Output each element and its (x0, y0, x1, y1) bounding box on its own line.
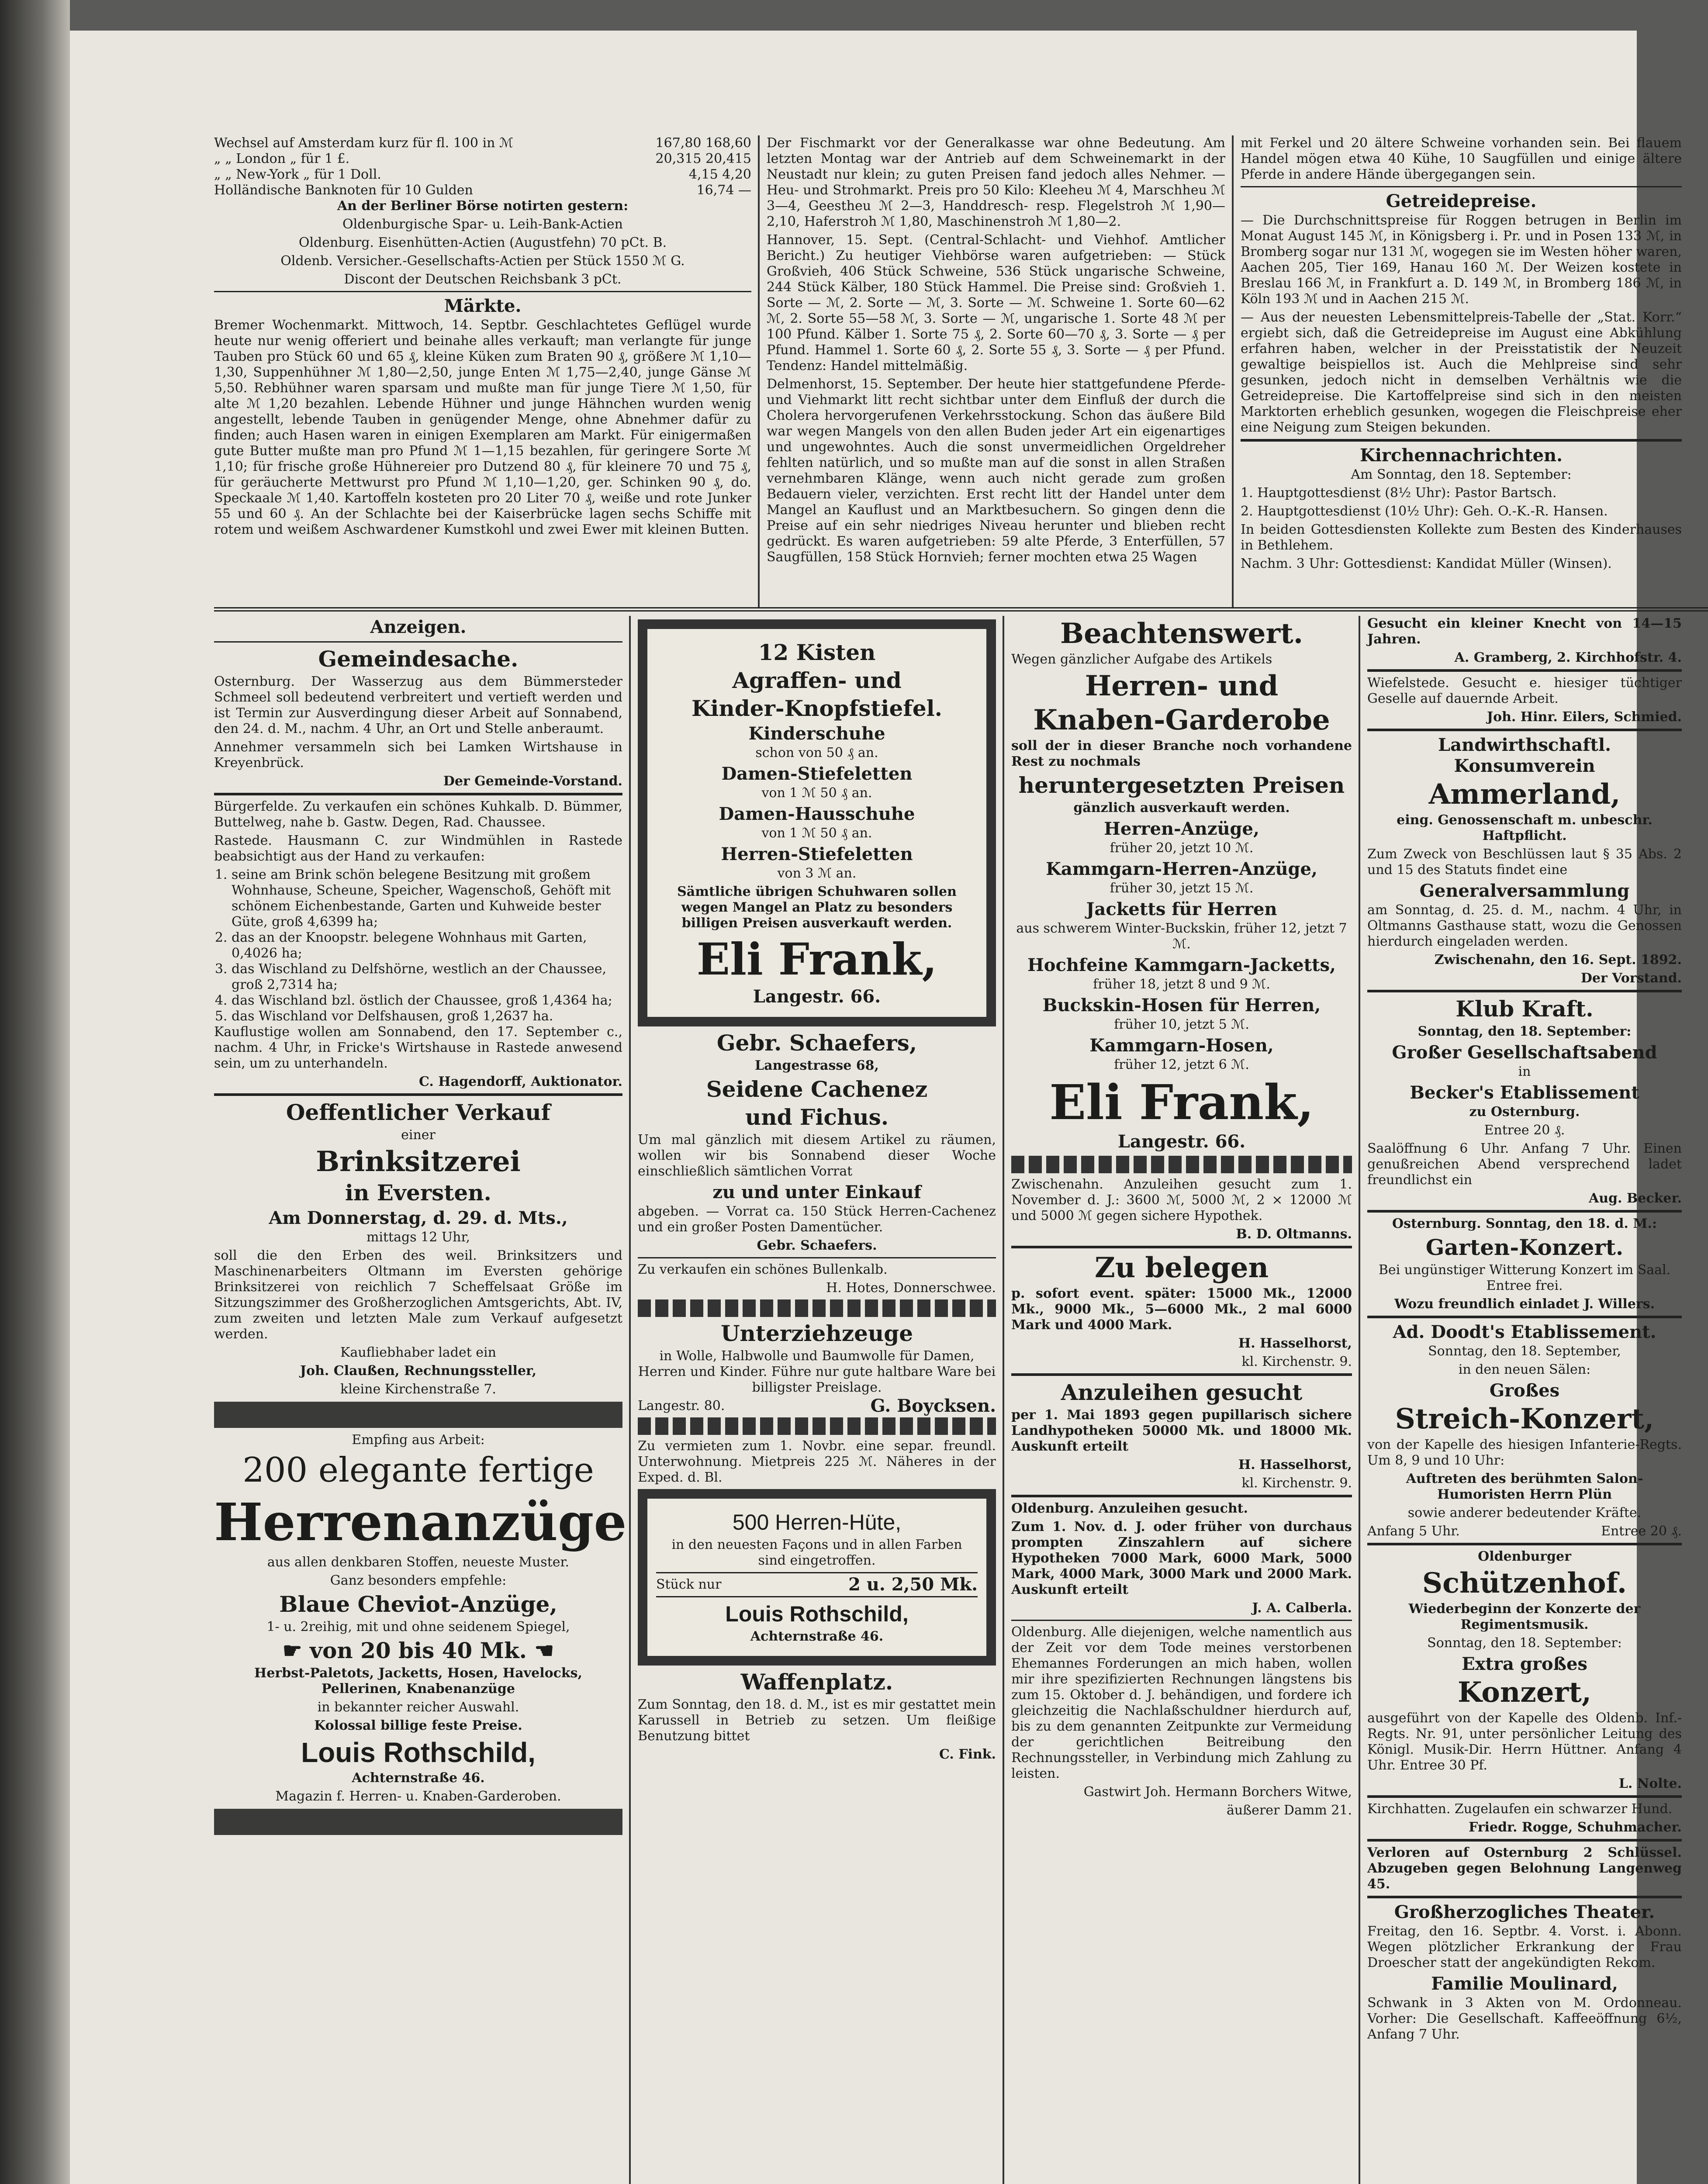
pointing-hand-icon: ☚ (527, 1638, 554, 1663)
rastede-item: 3. das Wischland zu Delfshörne, westlich an der Chaussee, groß 2,7314 ha; (232, 961, 622, 993)
fischmarkt-text: Der Fischmarkt vor der Generalkasse war ohne Bedeutung. Am letzten Montag war der Antrieb auf dem Schweinemarkt in der Neustadt nur klein; zu guten Preisen fand jedoch alles Nehmer. — Heu- und Strohmarkt. Preis pro 50 Kilo: Kleeheu ℳ 4, Marschheu ℳ 3—4, Geestheu ℳ 2—3, Handdresch- resp. Flegelstroh ℳ 1,90—2,10, Haferstroh ℳ 1,80, Maschinenstroh ℳ 1,80—2. (767, 135, 1225, 229)
schaefers-addr: Langestrasse 68, (755, 1058, 879, 1073)
fx-label: „ „ London „ für 1 £. (214, 151, 350, 166)
klub-sign: Aug. Becker. (1588, 1191, 1682, 1206)
market-column-1 (214, 135, 751, 603)
gaenzlich-text: gänzlich ausverkauft werden. (1073, 800, 1290, 816)
generalversammlung: Generalversammlung (1419, 881, 1630, 901)
klub-in: in (1518, 1064, 1531, 1079)
rogge: Friedr. Rogge, Schuhmacher. (1468, 1820, 1682, 1835)
gemeinde-text: Osternburg. Der Wasserzug aus dem Bümmersteder Schmeel soll bedeutend verbreitert und vertieft werden und ist Termin zur Ausverdingung dieser Arbeit auf Sonnabend, den 24. d. M., nachm. 4 Uhr, an Ort und Stelle anberaumt. (214, 674, 622, 736)
vermieten-ad: Zu vermieten zum 1. Novbr. eine separ. freundl. Unterwohnung. Mietpreis 225 ℳ. Näheres in der Exped. d. Bl. (638, 1438, 996, 1485)
price-item-name: Herren-Anzüge, (1104, 819, 1259, 839)
anzul-text: per 1. Mai 1893 gegen pupillarisch sichere Landhypotheken 50000 Mk. und 18000 Mk. Auskunft erteilt (1011, 1407, 1352, 1454)
theater-text: Freitag, den 16. Septbr. 4. Vorst. i. Abonn. Wegen plötzlicher Erkrankung der Frau Droescher statt der angekündigten Rekom. (1367, 1924, 1682, 1970)
kirchhatten-ad: Kirchhatten. Zugelaufen ein schwarzer Hund. (1367, 1801, 1673, 1817)
oeff-big-2: in Eversten. (345, 1180, 491, 1206)
rastede-item: 5. das Wischland vor Delfshausen, groß 1,2637 ha. (232, 1009, 622, 1024)
newspaper-page (70, 31, 1682, 2184)
kolossal: Kolossal billige feste Preise. (314, 1718, 522, 1733)
hasselhorst: H. Hasselhorst, (1238, 1336, 1352, 1351)
kirchen-sub: Am Sonntag, den 18. September: (1351, 467, 1572, 482)
waffen-text: Zum Sonntag, den 18. d. M., ist es mir gestattet mein Karussell in Betrieb zu setzen. Um fleißige Benutzung bittet (638, 1697, 996, 1744)
klub-entree: Entree 20 ₰. (1484, 1123, 1565, 1138)
klub-text: Saalöffnung 6 Uhr. Anfang 7 Uhr. Einen genußreichen Abend versprechend ladet freundlichst ein (1367, 1141, 1682, 1188)
garten-text: Bei ungünstiger Witterung Konzert im Saal. Entree frei. (1378, 1262, 1671, 1293)
buergerfelde-ad: Bürgerfelde. Zu verkaufen ein schönes Kuhkalb. D. Bümmer, Buttelweg, nahe b. Gastw. Degen, Rad. Chaussee. (214, 799, 622, 830)
maerkte-text: Bremer Wochenmarkt. Mittwoch, 14. Septbr. Geschlachtetes Geflügel wurde heute nur wenig offeriert und beinahe alles verkauft; man verlangte für junge Tauben pro Stück 60 und 65 ₰, kleine Küken zum Braten 90 ₰, größere ℳ 1,10—1,30, Suppenhühner ℳ 1,80—2,50, junge Enten ℳ 1,75—2,40, junge Gänse ℳ 5,50. Rebhühner waren sparsam und mußte man für junge Tiere ℳ 1,50, für alte ℳ 1,20 bezahlen. Lebende Hühner und junge Hähnchen wurden wenig angestellt, lebende Tauben in genügender Menge, ohne Abnehmer dafür zu finden; auch Hasen waren in einigen Exemplaren am Markt. Für einigermaßen gute Butter mußte man pro Pfund ℳ 1—1,15 bezahlen, für geringere Sorte ℳ 1,10; für frische große Hühnereier pro Dutzend 80 ₰, für kleinere 70 und 75 ₰, für geräucherte Mettwurst pro Pfund ℳ 1,10—1,20, ger. Schinken 90 ₰, do. Speckaale ℳ 1,40. Kartoffeln kosteten pro 20 Liter 70 ₰, weiße und rote Junker 55 und 60 ₰. An der Schlachte bei der Kaiserbrücke lagen sechs Schiffe mit rotem und weißem Aschwardener Kumstkohl und zwei Ewer mit kleinen Butten. (214, 318, 751, 537)
konzert-text: ausgeführt von der Kapelle des Oldenb. Inf.-Regts. Nr. 91, unter persönlicher Leitung des Königl. Musik-Dir. Herrn Hüttner. Anfang 4 Uhr. Entree 30 Pf. (1367, 1711, 1682, 1773)
kinder-knopf: Kinder-Knopfstiefel. (691, 695, 943, 721)
fichus: und Fichus. (745, 1104, 889, 1130)
oldenburg-text: Zum 1. Nov. d. J. oder früher von durchaus prompten Zinszahlern auf sichere Hypotheken 7000 Mark, 6000 Mark, 5000 Mark, 4000 Mark, 3000 Mark und 2000 Mark. Auskunft erteilt (1011, 1519, 1352, 1597)
waffen-sign: C. Fink. (939, 1747, 996, 1762)
herbst-sub: in bekannter reicher Auswahl. (317, 1700, 519, 1715)
rastede-text-2: Kauflustige wollen am Sonnabend, den 17. September c., nachm. 4 Uhr, in Fricke's Wirtshause in Rastede anwesend sein, um zu unterhandeln. (214, 1024, 622, 1071)
pointing-hand-icon: ☛ (282, 1638, 310, 1663)
general-sign: Zwischenahn, den 16. Sept. 1892. (1434, 952, 1682, 968)
louis-rothschild-2: Louis Rothschild, (725, 1602, 909, 1626)
boycksen-name: G. Boycksen. (870, 1396, 996, 1416)
auftreten: Auftreten des berühmten Salon-Humoristen Herrn Plün (1406, 1471, 1643, 1502)
markt-fortsetzung: mit Ferkel und 20 ältere Schweine vorhanden sein. Bei flauem Handel mögen etwa 40 Kühe, 10 Saugfüllen und einige ältere Pferde in andere Hände übergegangen sein. (1241, 135, 1682, 182)
fx-label: „ „ New-York „ für 1 Doll. (214, 167, 381, 182)
ads-column-1 (214, 616, 627, 2184)
bullen-sign: H. Hotes, Donnerschwee. (826, 1280, 996, 1296)
doodt-title: Ad. Doodt's Etablissement. (1393, 1322, 1656, 1342)
beachtenswert: Beachtenswert. (1060, 617, 1303, 650)
kirchen-item: Nachm. 3 Uhr: Gottesdienst: Kandidat Müller (Winsen). (1241, 556, 1612, 571)
doodt-date: Sonntag, den 18. September, (1428, 1344, 1621, 1359)
price-item-name: Buckskin-Hosen für Herren, (1042, 995, 1321, 1016)
hannover-text: Hannover, 15. Sept. (Central-Schlacht- und Viehhof. Amtlicher Bericht.) Zu heutiger Viehbörse waren aufgetrieben: — Stück Großvieh, 406 Stück Schweine, 536 Stück ungarische Schweine, 244 Stück Kälber, 180 Stück Hammel. Die Preise sind: Großvieh 1. Sorte — ℳ, 2. Sorte — ℳ, 3. Sorte — ℳ. Schweine 1. Sorte 60—62 ℳ, 2. Sorte 55—58 ℳ, 3. Sorte — ℳ, ungarische 1. Sorte 48 ℳ per 100 Pfund. Kälber 1. Sorte 75 ₰, 2. Sorte 60—70 ₰, 3. Sorte — ₰ per Pfund. Hammel 1. Sorte 60 ₰, 2. Sorte 55 ₰, 3. Sorte — ₰ per Pfund. Tendenz: Handel mittelmäßig. (767, 232, 1225, 373)
rastede-ad: Rastede. Hausmann C. zur Windmühlen in Rastede beabsichtigt aus der Hand zu verkaufen: (214, 833, 622, 864)
streich-konzert: Streich-Konzert, (1395, 1403, 1654, 1435)
fx-row (214, 183, 751, 198)
oeff-time: mittags 12 Uhr, (366, 1230, 470, 1245)
louis-addr-2: Achternstraße 46. (750, 1629, 884, 1644)
doodt-in: in den neuen Sälen: (1458, 1362, 1591, 1377)
oeff-sign-2: kleine Kirchenstraße 7. (340, 1382, 496, 1397)
fx-label: Holländische Banknoten für 10 Gulden (214, 183, 473, 198)
boycksen-addr: Langestr. 80. (638, 1398, 725, 1413)
hasselhorst-2: H. Hasselhorst, (1238, 1457, 1352, 1472)
fx-row (214, 151, 751, 167)
cheviot-sub: 1- u. 2reihig, mit und ohne seidenem Spiegel, (266, 1619, 570, 1635)
ads-column-3 (1011, 616, 1352, 2184)
ads-column-4 (1367, 616, 1682, 2184)
berlin-line: Oldenburgische Spar- u. Leih-Bank-Actien (342, 217, 623, 232)
berlin-heading: An der Berliner Börse notirten gestern: (337, 198, 629, 214)
garten-sign: Wozu freundlich einladet J. Willers. (1394, 1296, 1655, 1312)
kinderschuhe: Kinderschuhe (748, 723, 885, 744)
heruntergesetzt: heruntergesetzten Preisen (1018, 772, 1345, 798)
nolte: L. Nolte. (1618, 1776, 1682, 1791)
borchers-sign: Gastwirt Joh. Hermann Borchers Witwe, (1083, 1784, 1352, 1800)
maerkte-title: Märkte. (444, 296, 522, 316)
familie: Familie Moulinard, (1431, 1973, 1618, 1994)
doodt-entree: Entree 20 ₰. (1601, 1524, 1682, 1539)
grosses: Großes (1489, 1380, 1560, 1401)
hasselhorst-addr-2: kl. Kirchenstr. 9. (1241, 1476, 1352, 1491)
theater-text-2: Schwank in 3 Akten von M. Ordonneau. Vorher: Die Gesellschaft. Kaffeeöffnung 6½, Anfang 7 Uhr. (1367, 1995, 1682, 2042)
oeff-sub: einer (401, 1127, 436, 1143)
eli-frank-addr: Langestr. 66. (753, 986, 881, 1007)
auftreten-text: sowie anderer bedeutender Kräfte. (1407, 1505, 1642, 1521)
oeff-big: Brinksitzerei (316, 1145, 521, 1178)
ornament-border (638, 1417, 996, 1435)
rastede-item: 4. das Wischland bzl. östlich der Chaussee, groß 1,4364 ha; (232, 993, 622, 1009)
big-200: 200 elegante fertige (242, 1451, 594, 1490)
knecht-sign: A. Gramberg, 2. Kirchhofstr. 4. (1454, 650, 1682, 665)
zwischenahn-ad: Zwischenahn. Anzuleihen gesucht zum 1. November d. J.: 3600 ℳ, 5000 ℳ, 2 × 12000 ℳ und 5000 ℳ gegen sichere Hypothek. (1011, 1177, 1352, 1223)
oeff-text: soll die den Erben des weil. Brinksitzers und Maschinenarbeiters Oltmann im Eversten gehörige Brinksitzerei von reichlich 7 Scheffelsaat Größe im Sitzungszimmer des Großherzoglichen Amtsgerichts, Abt. IV, zum zweiten und letzten Male zum Verkauf aufgesetzt werden. (214, 1248, 622, 1342)
fx-values: 4,15 4,20 (688, 167, 751, 182)
price-item-name: Kammgarn-Hosen, (1089, 1035, 1274, 1056)
schaefers-text-2: abgeben. — Vorrat ca. 150 Stück Herren-Cachenez und ein großer Posten Damentücher. (638, 1204, 996, 1235)
book-spine (0, 0, 70, 2184)
damen-hausschuhe: Damen-Hausschuhe (719, 804, 915, 824)
oeff-title: Oeffentlicher Verkauf (286, 1099, 551, 1125)
oldenburg-anzul: Oldenburg. Anzuleihen gesucht. (1011, 1501, 1248, 1516)
herren-stiefeletten: Herren-Stiefeletten (721, 844, 913, 864)
damen-stiefeletten: Damen-Stiefeletten (721, 764, 913, 784)
saemtliche-text: Sämtliche übrigen Schuhwaren sollen wegen Mangel an Platz zu besonders billigen Preisen ausverkauft werden. (677, 884, 957, 931)
kirchen-item: 2. Hauptgottesdienst (10½ Uhr): Geh. O.-K.-R. Hansen. (1241, 504, 1608, 519)
herren-huete: 500 Herren-Hüte, (732, 1510, 902, 1534)
unter-einkauf: zu und unter Einkauf (712, 1182, 921, 1203)
kirchen-item: In beiden Gottesdiensten Kollekte zum Besten des Kinderhauses in Bethlehem. (1241, 522, 1682, 553)
ammerland: Ammerland, (1428, 778, 1621, 811)
price-range-text: von 20 bis 40 Mk. (309, 1638, 527, 1663)
agraffen: Agraffen- und (732, 667, 902, 693)
rastede-item: 1. seine am Brink schön belegene Besitzung mit großem Wohnhause, Scheune, Speicher, Wagenschoß, Gehöft mit schönem Eichenbestande, Garten und Kuhweide bester Güte, groß 4,6399 ha; (232, 867, 622, 930)
klub-kraft: Klub Kraft. (1456, 996, 1594, 1022)
eing-genossen: eing. Genossenschaft m. unbeschr. Haftpflicht. (1397, 812, 1653, 843)
divider-bar (214, 1402, 622, 1428)
price-item-name: Hochfeine Kammgarn-Jacketts, (1027, 955, 1336, 975)
louis-addr: Achternstraße 46. (352, 1770, 485, 1786)
herbst: Herbst-Paletots, Jacketts, Hosen, Havelocks, Pellerinen, Knabenanzüge (254, 1666, 582, 1697)
eli-frank-addr-2: Langestr. 66. (1117, 1131, 1246, 1152)
rastede-list (214, 867, 622, 1024)
getreide-title: Getreidepreise. (1386, 191, 1537, 211)
gemeinde-title: Gemeindesache. (318, 646, 519, 672)
unterziehzeuge: Unterziehzeuge (720, 1320, 913, 1346)
theater-title: Großherzogliches Theater. (1394, 1902, 1655, 1922)
huete-price-row (656, 1574, 978, 1595)
doodt-times (1367, 1524, 1682, 1539)
schaefers-title: Gebr. Schaefers, (716, 1030, 917, 1056)
gemeinde-text-2: Annehmer versammeln sich bei Lamken Wirtshause in Kreyenbrück. (214, 740, 622, 771)
fx-values: 167,80 168,60 (655, 135, 751, 151)
landw-title: Landwirthschaftl. Konsumverein (1438, 735, 1611, 776)
wiefel-sign: Joh. Hinr. Eilers, Schmied. (1487, 709, 1682, 725)
bullen-ad: Zu verkaufen ein schönes Bullenkalb. (638, 1262, 888, 1277)
belegen-text: p. sofort event. später: 15000 Mk., 12000 Mk., 9000 Mk., 5—6000 Mk., 2 mal 6000 Mark und 4000 Mark. (1011, 1286, 1352, 1333)
getreide-text: — Die Durchschnittspreise für Roggen betrugen in Berlin im Monat August 145 ℳ, in Königsberg i. Pr. und in Posen 133 ℳ, in Bromberg sogar nur 131 ℳ, wogegen sie im Westen höher waren, Aachen 205, Tier 169, Hanau 160 ℳ. Der Weizen kostete in Breslau 166 ℳ, in Frankfurt a. D. 149 ℳ, in Bromberg 186 ℳ, in Köln 193 ℳ und in Aachen 215 ℳ. (1241, 213, 1682, 307)
oeff-date: Am Donnerstag, d. 29. d. Mts., (269, 1208, 568, 1228)
seidene: Seidene Cachenez (706, 1076, 928, 1102)
gemeinde-sign: Der Gemeinde-Vorstand. (443, 774, 622, 789)
borchers-addr: äußerer Damm 21. (1226, 1803, 1352, 1818)
kisten: 12 Kisten (758, 639, 876, 665)
louis-rothschild: Louis Rothschild, (301, 1737, 536, 1768)
verloren-ad: Verloren auf Osternburg 2 Schlüssel. Abzugeben gegen Belohnung Langenweg 45. (1367, 1845, 1682, 1892)
knecht-ad: Gesucht ein kleiner Knecht von 14—15 Jahren. (1367, 616, 1682, 647)
doodt-anfang: Anfang 5 Uhr. (1367, 1524, 1460, 1539)
damen-hausschuhe-price: von 1 ℳ 50 ₰ an. (761, 826, 872, 841)
fx-row (214, 167, 751, 183)
kirchen-list (1241, 485, 1682, 572)
huete-price: 2 u. 2,50 Mk. (848, 1574, 978, 1595)
wiefelstede-ad: Wiefelstede. Gesucht e. hiesiger tüchtiger Geselle auf dauernde Arbeit. (1367, 675, 1682, 706)
boycksen-row (638, 1398, 996, 1414)
kinderschuhe-price: schon von 50 ₰ an. (755, 745, 878, 760)
ads-column-2 (638, 616, 996, 2184)
cheviot: Blaue Cheviot-Anzüge, (279, 1591, 557, 1617)
hasselhorst-addr: kl. Kirchenstr. 9. (1241, 1354, 1352, 1369)
price-item-name: Kammgarn-Herren-Anzüge, (1046, 859, 1317, 879)
fx-row (214, 135, 751, 151)
anzuleihen: Anzuleihen gesucht (1061, 1379, 1303, 1405)
oldenburger: Oldenburger (1478, 1549, 1571, 1564)
garten-konzert: Garten-Konzert. (1425, 1234, 1624, 1260)
hats-ad-box (638, 1489, 996, 1666)
price-item-price: früher 12, jetzt 6 ℳ. (1114, 1057, 1249, 1072)
price-list (1011, 819, 1352, 1073)
klub-date: Sonntag, den 18. September: (1418, 1024, 1632, 1039)
ornament-border (638, 1299, 996, 1317)
divider-bar (214, 1809, 622, 1835)
shoe-ad-box (638, 619, 996, 1026)
herren-stiefeletten-price: von 3 ℳ an. (777, 866, 857, 881)
fx-label: Wechsel auf Amsterdam kurz für fl. 100 in ℳ (214, 135, 514, 151)
fx-values: 20,315 20,415 (655, 151, 751, 166)
kirchen-item: 1. Hauptgottesdienst (8½ Uhr): Pastor Bartsch. (1241, 485, 1557, 501)
eli-frank-2: Eli Frank, (1049, 1074, 1314, 1130)
getreide-text-2: — Aus der neuesten Lebensmittelpreis-Tabelle der „Stat. Korr.“ ergiebt sich, daß die Getreidepreise im August eine Abkühlung erfahren haben, welcher in der Preisstatistik der Neuzeit gewaltige beispiellos ist. Auch die Mehlpreise sind sehr gesunken, jedoch nicht in demselben Verhältnis wie die Getreidepreise. Die Kartoffelpreise sind sich in den meisten Marktorten erheblich gesunken, wogegen die Fleischpreise eher eine Neigung zum Steigen bekunden. (1241, 310, 1682, 435)
herrenanzuege-title: Herrenanzüge (214, 1492, 627, 1552)
price-item-name: Jacketts für Herren (1086, 899, 1277, 919)
empfing: Empfing aus Arbeit: (352, 1432, 485, 1448)
oeff-text-2: Kaufliebhaber ladet ein (340, 1345, 496, 1360)
berlin-list (214, 217, 751, 287)
berlin-line: Discont der Deutschen Reichsbank 3 pCt. (344, 272, 622, 287)
klub-loc: Becker's Etablissement (1410, 1082, 1639, 1103)
general-text: am Sonntag, d. 25. d. M., nachm. 4 Uhr, in Oltmanns Gasthause statt, wozu die Genossen hierdurch eingeladen werden. (1367, 902, 1682, 949)
rastede-sign: C. Hagendorff, Auktionator. (419, 1074, 622, 1089)
price-item-price: früher 30, jetzt 15 ℳ. (1110, 881, 1254, 896)
berlin-line: Oldenburg. Eisenhütten-Actien (Augustfehn) 70 pCt. B. (298, 235, 667, 250)
fx-values: 16,74 — (696, 183, 751, 198)
unterzieh-text: in Wolle, Halbwolle und Baumwolle für Damen, Herren und Kinder. Führe nur gute haltbare Ware bei billigster Preislage. (638, 1348, 996, 1395)
berlin-line: Oldenb. Versicher.-Gesellschafts-Actien per Stück 1550 ℳ G. (280, 253, 685, 269)
market-column-3 (1241, 135, 1682, 603)
kirchen-title: Kirchennachrichten. (1359, 445, 1563, 466)
herren-und: Herren- und (1085, 670, 1279, 702)
damen-stiefeletten-price: von 1 ℳ 50 ₰ an. (761, 785, 872, 801)
soll-text: soll der in dieser Branche noch vorhandene Rest zu nochmals (1011, 738, 1352, 769)
wiederbeginn: Wiederbeginn der Konzerte der Regimentsmusik. (1408, 1601, 1641, 1632)
general-sign-2: Der Vorstand. (1580, 971, 1682, 986)
huete-text: in den neuesten Façons und in allen Farben sind eingetroffen. (671, 1537, 962, 1568)
herren-sub: aus allen denkbaren Stoffen, neueste Muster. (267, 1555, 570, 1570)
price-item-price: früher 10, jetzt 5 ℳ. (1114, 1017, 1249, 1032)
waffenplatz: Waffenplatz. (740, 1669, 893, 1695)
zwischenahn-sign: B. D. Oltmanns. (1236, 1227, 1352, 1242)
konzert: Konzert, (1457, 1676, 1592, 1709)
price-range (214, 1638, 622, 1664)
ornament-border (1011, 1156, 1352, 1173)
oldenburg-2-text: Oldenburg. Alle diejenigen, welche namentlich aus der Zeit vor dem Tode meines verstorbenen Ehemannes Forderungen an mich haben, wollen mir ihre spezifizierten Rechnungen längstens bis zum 15. Oktober d. J. behändigen, und fordere ich gleichzeitig die Nachlaßschuldner hierdurch auf, bis zu dem genannten Zeitpunkte zur Vermeidung der gerichtlichen Beitreibung den Rechnungssteller, in Verbindung mich Zahlung zu leisten. (1011, 1624, 1352, 1781)
herren-sub-2: Ganz besonders empfehle: (330, 1573, 507, 1588)
extra-grosses: Extra großes (1462, 1654, 1587, 1674)
wegen-text: Wegen gänzlicher Aufgabe des Artikels (1011, 652, 1272, 667)
price-item-price: aus schwerem Winter-Buckskin, früher 12, jetzt 7 ℳ. (1016, 921, 1347, 952)
louis-sub: Magazin f. Herren- u. Knaben-Garderoben. (275, 1789, 561, 1804)
huete-price-label: Stück nur (656, 1577, 722, 1592)
schaefers-sign: Gebr. Schaefers. (757, 1238, 877, 1253)
rastede-item: 2. das an der Knoopstr. belegene Wohnhaus mit Garten, 0,4026 ha; (232, 930, 622, 961)
knaben-garderobe: Knaben-Garderobe (1033, 704, 1330, 736)
klub-title: Großer Gesellschaftsabend (1392, 1042, 1657, 1063)
calberla: J. A. Calberla. (1252, 1600, 1352, 1616)
zu-belegen: Zu belegen (1094, 1251, 1269, 1284)
osternburg-head: Osternburg. Sonntag, den 18. d. M.: (1392, 1216, 1657, 1231)
market-column-2 (767, 135, 1225, 603)
price-item-price: früher 18, jetzt 8 und 9 ℳ. (1093, 977, 1270, 992)
price-item-price: früher 20, jetzt 10 ℳ. (1110, 840, 1254, 856)
delmenhorst-text: Delmenhorst, 15. September. Der heute hier stattgefundene Pferde- und Viehmarkt litt recht sichtbar unter dem Einfluß der durch die Cholera hervorgerufenen Verkehrsstockung. Schon das äußere Bild war wegen Mangels von den allen Buden jeder Art ein eigenartiges und ungewohntes. Auch die sonst unvermeidlichen Orgeldreher fehlten natürlich, und so mußte man auf die sonst in allen Straßen vernehmbaren Klänge, wenn auch nicht gerade zum großen Bedauern vieler, verzichten. Erst recht litt der Handel unter dem Mangel an Kauflust und an Marktbesuchern. So gingen denn die Preise auf ein sehr niedriges Niveau herunter und blieben recht gedrückt. Es waren aufgetrieben: 59 alte Pferde, 3 Enterfüllen, 57 Saugfüllen, 158 Stück Hornvieh; ferner mochten etwa 25 Wagen (767, 377, 1225, 565)
wieder-date: Sonntag, den 18. September: (1427, 1635, 1622, 1651)
eli-frank: Eli Frank, (696, 933, 937, 985)
anzeigen-title: Anzeigen. (370, 617, 467, 637)
fx-table (214, 135, 751, 198)
schaefers-text: Um mal gänzlich mit diesem Artikel zu räumen, wollen wir bis Sonnabend dieser Woche einschließlich sämtlichen Vorrat (638, 1132, 996, 1179)
streich-text: von der Kapelle des hiesigen Infanterie-Regts. Um 8, 9 und 10 Uhr: (1367, 1437, 1682, 1468)
schuetzenhof: Schützenhof. (1422, 1567, 1627, 1600)
oeff-sign: Joh. Claußen, Rechnungssteller, (300, 1363, 537, 1379)
eing-text: Zum Zweck von Beschlüssen laut § 35 Abs. 2 und 15 des Statuts findet eine (1367, 847, 1682, 878)
klub-loc-2: zu Osternburg. (1469, 1104, 1580, 1120)
